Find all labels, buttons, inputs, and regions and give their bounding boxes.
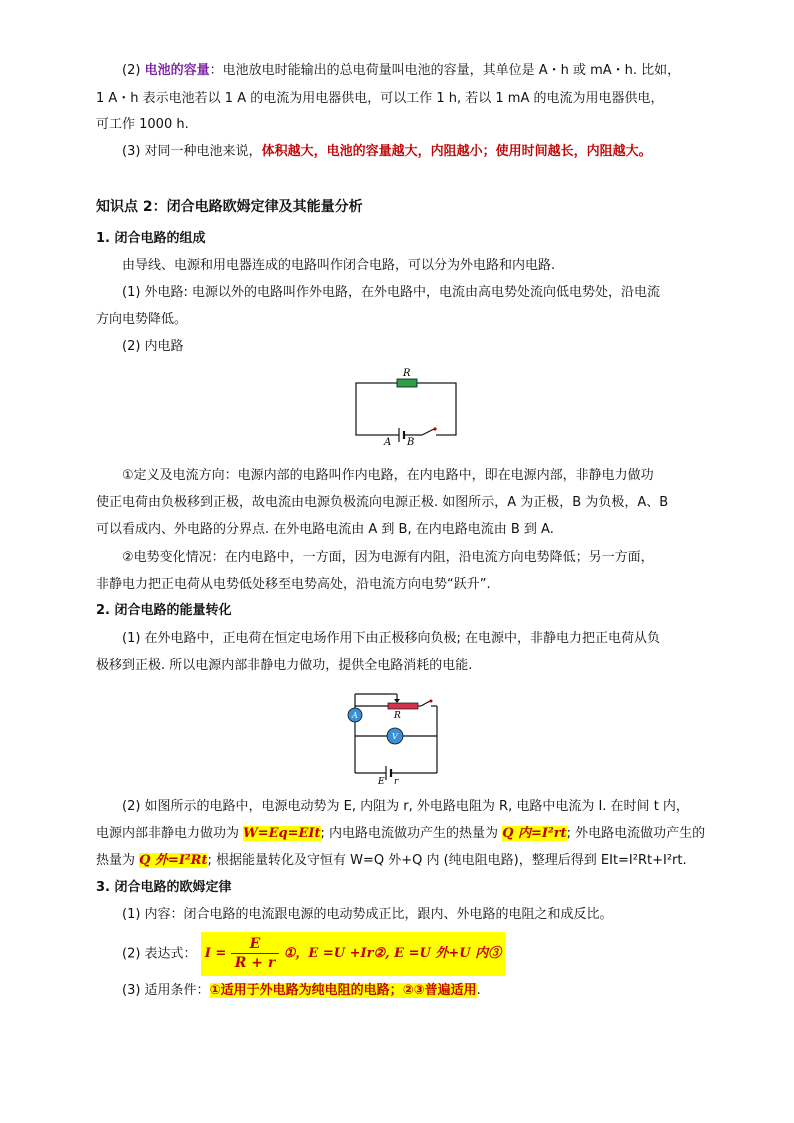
definition-line3: 可以看成内、外电路的分界点. 在外电路电流由 A 到 B, 在内电路电流由 B 到 A. xyxy=(96,522,554,537)
rheostat-R xyxy=(388,703,418,709)
battery-capacity-line3: 可工作 1000 h. xyxy=(96,117,189,132)
internal-circuit-title: (2) 内电路 xyxy=(122,339,184,354)
battery-note-line: (3) 对同一种电池来说，体积越大，电池的容量越大，内阻越小；使用时间越长，内阻越大。 xyxy=(122,144,652,159)
circuit-diagram-1 xyxy=(350,365,462,445)
battery-note-emphasis: 体积越大，电池的容量越大，内阻越小；使用时间越长，内阻越大。 xyxy=(261,144,652,159)
fig1-label-B: B xyxy=(407,437,415,445)
resistor-R xyxy=(397,379,417,387)
energy-example-line3: 热量为 Q 外=I²Rt; 根据能量转化及守恒有 W=Q 外+Q 内 (纯电阻电路)，整理后得到 EIt=I²Rt+I²rt. xyxy=(96,853,687,868)
highlight-internal-heat: Q 内=I²rt xyxy=(502,826,567,841)
formula-highlight: I = $\frac{E}{R + r}$ ①，E =U +Ir②, E =U 外+U 内③ xyxy=(201,932,505,976)
potential-change-line2: 非静电力把正电荷从电势低处移至电势高处，沿电流方向电势“跃升”. xyxy=(96,577,491,592)
applicability-line: (3) 适用条件：①适用于外电路为纯电阻的电路；②③普遍适用. xyxy=(122,983,481,998)
fraction-E-over-R-plus-r: $\frac{E}{R + r}$ xyxy=(231,935,280,972)
fig2-label-E: E xyxy=(378,777,385,786)
highlight-external-heat: Q 外=I²Rt xyxy=(139,853,208,868)
external-circuit-line1: (1) 外电路: 电源以外的电路叫作外电路，在外电路中，电流由高电势处流向低电势处，沿电流 xyxy=(122,285,661,300)
subheading-circuit-composition: 1. 闭合电路的组成 xyxy=(96,231,206,246)
slider-arrow xyxy=(394,699,400,703)
potential-change-line1: ②电势变化情况：在内电路中，一方面，因为电源有内阻，沿电流方向电势降低；另一方面， xyxy=(122,550,654,565)
ohms-law-content: (1) 内容：闭合电路的电流跟电源的电动势成正比，跟内、外电路的电阻之和成反比。 xyxy=(122,907,613,922)
definition-line2: 使正电荷由负极移到正极，故电流由电源负极流向电源正极. 如图所示，A 为正极，B 为负极，A、B xyxy=(96,495,669,510)
circuit-diagram-2 xyxy=(342,686,448,786)
fig2-label-R: R xyxy=(394,711,401,721)
subheading-ohms-law: 3. 闭合电路的欧姆定律 xyxy=(96,880,232,895)
external-circuit-line2: 方向电势降低。 xyxy=(96,312,188,327)
energy-line1: (1) 在外电路中，正电荷在恒定电场作用下由正极移向负极; 在电源中，非静电力把正电荷从负 xyxy=(122,631,661,646)
fig2-label-r: r xyxy=(394,777,399,786)
definition-line1: ①定义及电流方向：电源内部的电路叫作内电路，在内电路中，即在电源内部，非静电力做功 xyxy=(122,468,654,483)
energy-example-line2: 电源内部非静电力做功为 W=Eq=EIt; 内电路电流做功产生的热量为 Q 内=I²rt; 外电路电流做功产生的 xyxy=(96,826,706,841)
highlight-applicability: ①适用于外电路为纯电阻的电路；②③普遍适用 xyxy=(209,983,477,998)
fig1-label-A: A xyxy=(384,437,392,445)
fig2-label-V: V xyxy=(392,732,398,741)
ohms-law-expression: (2) 表达式： I = $\frac{E}{R + r}$ ①，E =U +Ir②, E =U 外+U 内③ xyxy=(122,932,706,976)
section-heading-kp2: 知识点 2：闭合电路欧姆定律及其能量分析 xyxy=(96,199,363,215)
battery-capacity-line1: (2) 电池的容量：电池放电时能输出的总电荷量叫电池的容量，其单位是 A・h 或 mA・h. 比如， xyxy=(122,63,681,78)
fig2-label-A: A xyxy=(352,711,358,720)
energy-line2: 极移到正极. 所以电源内部非静电力做功，提供全电路消耗的电能. xyxy=(96,658,473,673)
highlight-work-formula: W=Eq=EIt xyxy=(243,826,321,841)
battery-capacity-line2: 1 A・h 表示电池若以 1 A 的电流为用电器供电，可以工作 1 h, 若以 1 mA 的电流为用电器供电， xyxy=(96,91,664,106)
closed-circuit-intro: 由导线、电源和用电器连成的电路叫作闭合电路，可以分为外电路和内电路. xyxy=(122,258,556,273)
term-capacity: 电池的容量 xyxy=(144,63,210,78)
switch xyxy=(421,701,430,706)
subheading-energy-conversion: 2. 闭合电路的能量转化 xyxy=(96,603,232,618)
energy-example-line1: (2) 如图所示的电路中，电源电动势为 E, 内阻为 r, 外电路电阻为 R, 电路中电流为 I. 在时间 t 内， xyxy=(122,799,689,814)
fig1-label-R: R xyxy=(403,368,411,379)
